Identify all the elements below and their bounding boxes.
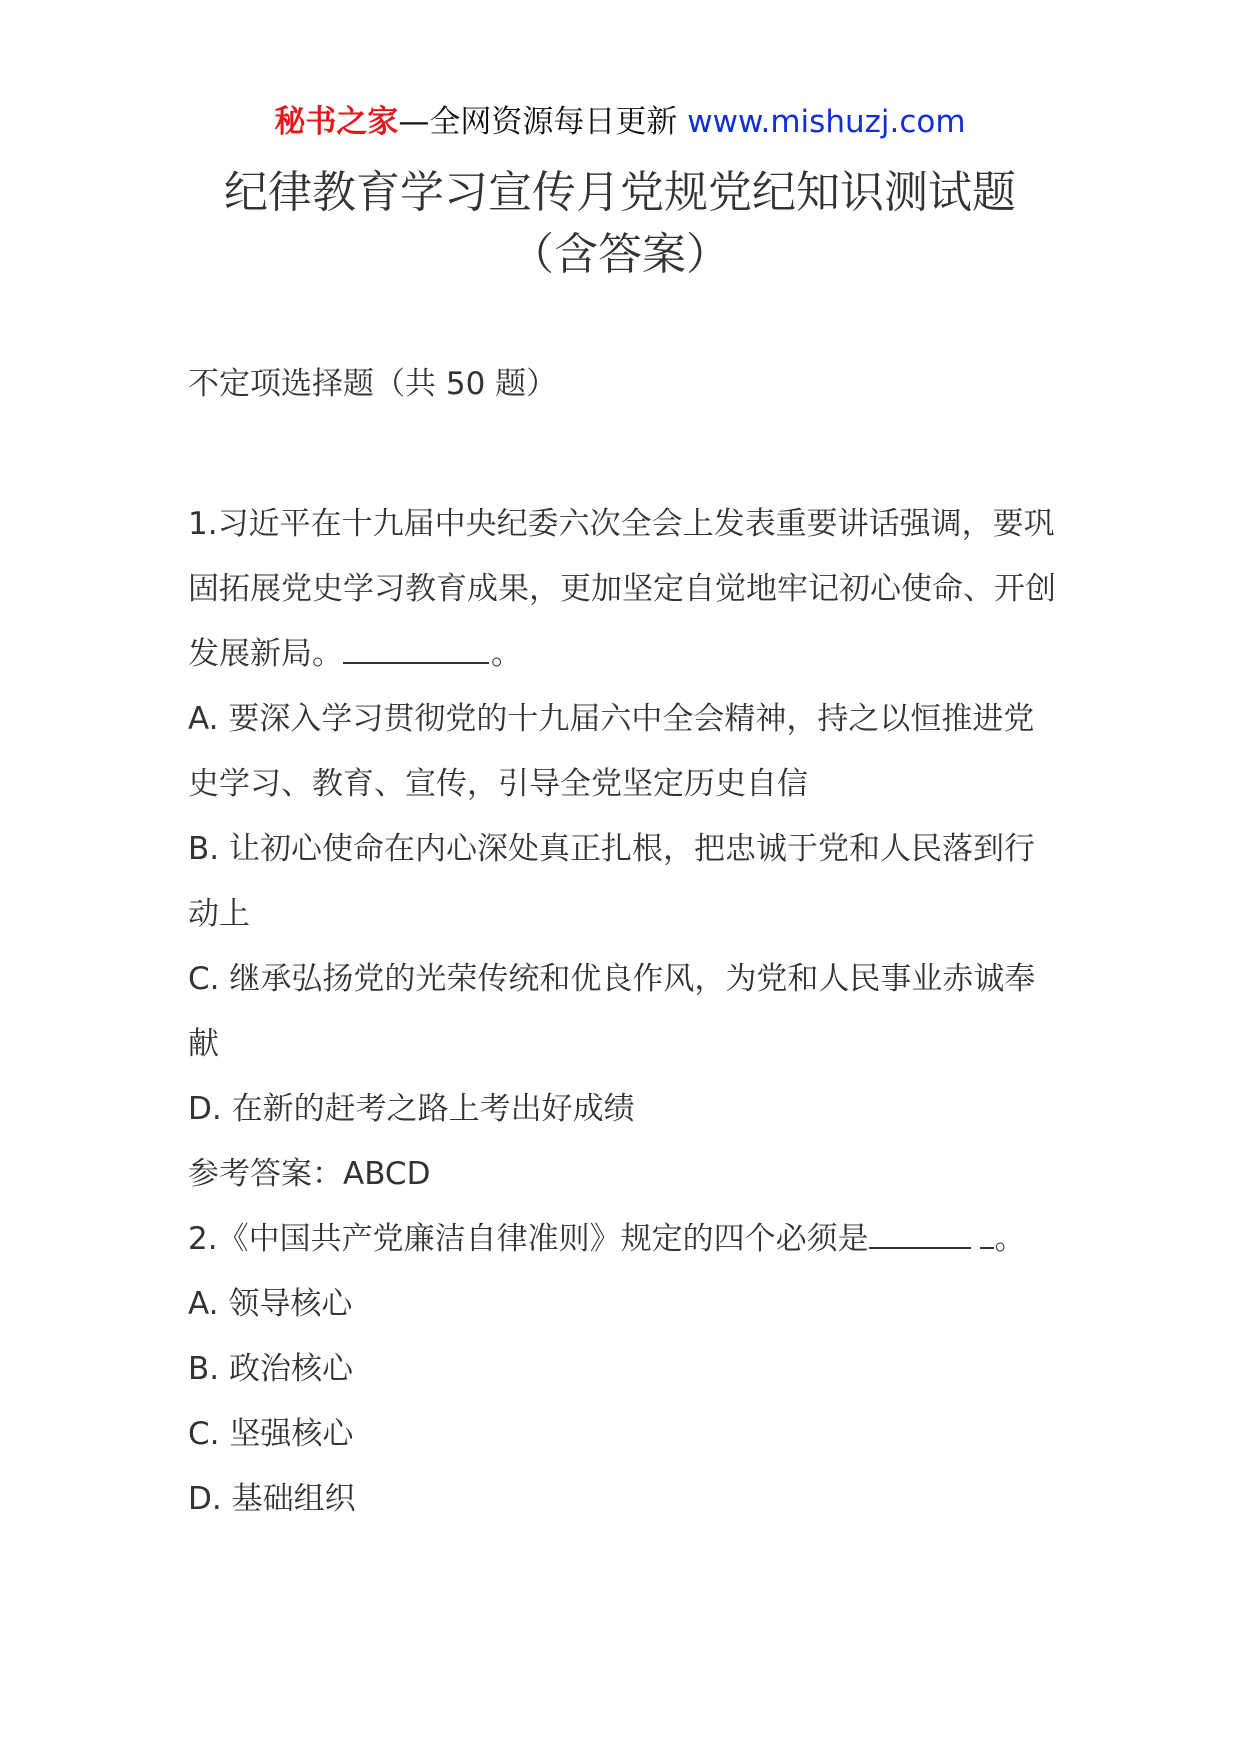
site-header xyxy=(0,100,1240,144)
option-b: B. 政治核心 xyxy=(188,1351,353,1387)
option-c: C. 坚强核心 xyxy=(188,1416,354,1452)
section-heading: 不定项选择题（共 50 题） xyxy=(188,366,558,402)
option-b: B. 让初心使命在内心深处真正扎根，把忠诚于党和人民落到行动上 xyxy=(188,831,1035,932)
option-a: A. 领导核心 xyxy=(188,1286,353,1322)
question-1 xyxy=(188,492,1062,1207)
option-c: C. 继承弘扬党的光荣传统和优良作风，为党和人民事业赤诚奉献 xyxy=(188,961,1036,1062)
question-text-end: 。 xyxy=(491,636,522,672)
title-line-1: 纪律教育学习宣传月党规党纪知识测试题 xyxy=(224,167,1016,218)
title-line-2: （含答案） xyxy=(510,229,730,280)
site-url-link[interactable]: www.mishuzj.com xyxy=(687,104,966,140)
question-text: 2.《中国共产党廉洁自律准则》规定的四个必须是 xyxy=(188,1221,869,1257)
option-d: D. 在新的赶考之路上考出好成绩 xyxy=(188,1091,635,1127)
question-stem xyxy=(188,492,1062,687)
option-a: A. 要深入学习贯彻党的十九届六中全会精神，持之以恒推进党史学习、教育、宣传，引导全党坚定历史自信 xyxy=(188,701,1035,802)
answer-blank xyxy=(869,1213,971,1249)
question-text: 1.习近平在十九届中央纪委六次全会上发表重要讲话强调，要巩固拓展党史学习教育成果，更加坚定自觉地牢记初心使命、开创发展新局。 xyxy=(188,506,1056,672)
question-list xyxy=(188,492,1062,1532)
question-2 xyxy=(188,1207,1062,1532)
brand-name: 秘书之家 xyxy=(274,104,399,140)
answer-blank-continued xyxy=(980,1213,994,1249)
question-text-end: 。 xyxy=(994,1221,1026,1257)
reference-answer: 参考答案：ABCD xyxy=(188,1156,431,1192)
site-slogan: —全网资源每日更新 xyxy=(398,104,678,140)
answer-blank xyxy=(343,628,489,664)
option-d: D. 基础组织 xyxy=(188,1481,356,1517)
question-stem xyxy=(188,1207,1062,1272)
document-title xyxy=(160,162,1080,286)
